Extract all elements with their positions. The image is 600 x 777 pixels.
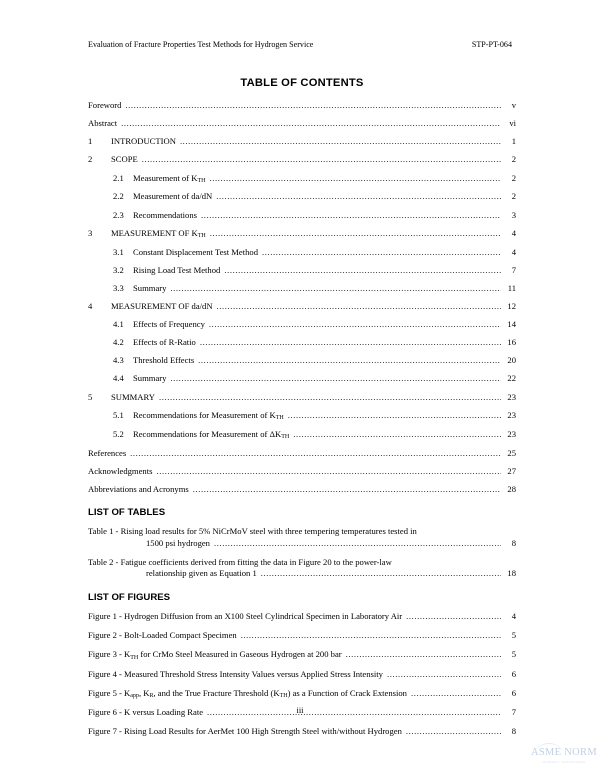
leader-dots (241, 630, 501, 641)
entry-page-number: vi (509, 118, 516, 129)
leader-dots (193, 484, 501, 495)
toc-entry-number: 4.3 (113, 355, 124, 366)
toc-entry[interactable] (88, 154, 516, 165)
leader-dots (198, 355, 501, 366)
entry-page-number: 23 (507, 391, 516, 402)
toc-entry-number: 4.1 (113, 319, 124, 330)
toc-entry-number: 5.1 (113, 409, 124, 420)
toc-entry-subscript: TH (281, 434, 290, 441)
toc-entry[interactable] (88, 136, 516, 147)
toc-entry[interactable] (88, 265, 516, 276)
toc-entry-label (133, 410, 287, 422)
list-of-figures-entry[interactable] (88, 611, 516, 622)
entry-page-number: 22 (507, 373, 516, 384)
figure-caption-text: Figure 4 - Measured Threshold Stress Intensity Values versus Applied Stress Intensity (88, 668, 383, 679)
toc-entry-label (133, 429, 292, 441)
entry-page-number: 14 (507, 319, 516, 330)
leader-dots (216, 191, 501, 202)
entry-page-number: 4 (511, 611, 516, 622)
list-of-figures (88, 611, 516, 737)
entry-page-number: 27 (507, 465, 516, 476)
toc-entry[interactable] (88, 319, 516, 330)
toc-entry-subscript: TH (197, 178, 206, 184)
toc-entry-label-text: Threshold Effects (133, 355, 195, 366)
toc-entry-label-text: MEASUREMENT OF K (111, 227, 198, 238)
entry-page-number: 1 (511, 136, 516, 147)
toc-entry-number: 3.3 (113, 282, 124, 293)
leader-dots (406, 611, 501, 622)
leader-dots (180, 136, 501, 147)
toc-entry-number: 4.4 (113, 373, 124, 384)
toc-entry-label-text: Summary (133, 282, 167, 293)
list-of-tables-heading: LIST OF TABLES (88, 507, 166, 519)
toc-entry-label (111, 228, 209, 240)
leader-dots (209, 319, 501, 330)
toc-entry-label-text: Constant Displacement Test Method (133, 246, 259, 257)
toc-entry-label-text: Effects of Frequency (133, 319, 205, 330)
toc-entry-label-text: Recommendations (133, 209, 197, 220)
running-header-title: Evaluation of Fracture Properties Test Methods for Hydrogen Service (88, 40, 314, 49)
toc-entry[interactable] (88, 191, 516, 202)
toc-entry-label-text: MEASUREMENT OF da/dN (111, 300, 213, 311)
toc-entry-label (88, 484, 192, 495)
toc-entry-label-text: Measurement of da/dN (133, 191, 213, 202)
entry-page-number: 28 (507, 483, 516, 494)
page-folio: iii (296, 706, 304, 715)
leader-dots (159, 392, 501, 403)
toc-entry-label-text: Recommendations for Measurement of ΔK (133, 428, 282, 439)
toc-entry-label (133, 173, 208, 185)
toc-entry-number: 4.2 (113, 337, 124, 348)
figure-caption-subscript: TH (279, 693, 288, 700)
entry-page-number: 8 (511, 537, 516, 548)
figure-caption-subscript: app (130, 693, 139, 700)
figure-caption-text: Figure 1 - Hydrogen Diffusion from an X100 Steel Cylindrical Specimen in Laboratory Air (88, 611, 403, 622)
toc-entry[interactable] (88, 301, 516, 312)
list-of-figures-entry[interactable] (88, 649, 516, 661)
leader-dots (170, 373, 501, 384)
toc-entry-number: 3.1 (113, 246, 124, 257)
leader-dots (261, 568, 501, 579)
table-caption-line-2-text: 1500 psi hydrogen (146, 537, 210, 548)
figure-caption-subscript: R (149, 693, 154, 700)
toc-entry-label-text: Acknowledgments (88, 465, 153, 476)
toc-entry[interactable] (88, 210, 516, 221)
toc-entry-label (111, 136, 179, 147)
list-of-figures-entry[interactable] (88, 726, 516, 737)
toc-entry-number: 2 (88, 154, 93, 165)
toc-entry-label (133, 191, 215, 202)
swoosh-icon (534, 743, 564, 756)
leader-dots (121, 118, 501, 129)
table-caption-line-2 (88, 568, 516, 579)
figure-caption-text (88, 649, 345, 661)
toc-entry-label (111, 301, 216, 312)
figure-caption-text: Figure 7 - Rising Load Results for AerMet 100 High Strength Steel with/without Hydrogen (88, 726, 402, 737)
leader-dots (346, 649, 501, 660)
entry-page-number: 3 (511, 209, 516, 220)
leader-dots (262, 247, 501, 258)
toc-entry-label-text: Recommendations for Measurement of K (133, 409, 276, 420)
toc-entry-label-text: SUMMARY (111, 391, 155, 402)
list-of-tables-entry[interactable] (88, 526, 516, 549)
toc-entry[interactable] (88, 429, 516, 441)
table-caption-line-1: Table 2 - Fatigue coefficients derived from fitting the data in Figure 20 to the power-law (88, 556, 392, 567)
leader-dots (170, 283, 501, 294)
watermark-subtitle: NORMAS Y ESTANDARES (542, 759, 586, 764)
entry-page-number: 20 (507, 355, 516, 366)
leader-dots (200, 337, 501, 348)
figure-caption-text: Figure 2 - Bolt-Loaded Compact Specimen (88, 630, 237, 641)
toc-entry-label (133, 373, 169, 384)
entry-page-number: 23 (507, 428, 516, 439)
entry-page-number: 18 (507, 568, 516, 579)
toc-entry[interactable] (88, 410, 516, 422)
entry-page-number: 8 (511, 726, 516, 737)
toc-entry[interactable] (88, 484, 516, 495)
toc-entry-label-text: Summary (133, 373, 167, 384)
entry-page-number: 4 (511, 227, 516, 238)
toc-entry-label-text: INTRODUCTION (111, 136, 176, 147)
page-title: TABLE OF CONTENTS (240, 77, 364, 89)
toc-entry-label (133, 265, 223, 276)
toc-entry-number: 2.3 (113, 209, 124, 220)
figure-caption-prefix: Figure 3 - K (88, 649, 131, 660)
figure-caption-text: Figure 6 - K versus Loading Rate (88, 707, 204, 718)
asme-norm-watermark (528, 748, 600, 764)
list-of-tables-entry[interactable] (88, 557, 516, 580)
leader-dots (142, 154, 501, 165)
toc-entry-label-text: References (88, 447, 127, 458)
leader-dots (125, 100, 501, 111)
page-content (88, 77, 516, 745)
entry-page-number: 5 (511, 649, 516, 660)
table-caption-line-2-text: relationship given as Equation 1 (146, 568, 257, 579)
toc-entry-label (133, 355, 197, 366)
figure-caption-text (88, 688, 410, 700)
toc-entry-label-text: Rising Load Test Method (133, 264, 221, 275)
toc-entry-number: 5 (88, 391, 93, 402)
toc-entry-label-text: Abstract (88, 118, 118, 129)
entry-page-number: 6 (511, 668, 516, 679)
list-of-figures-entry[interactable] (88, 669, 516, 680)
leader-dots (406, 726, 501, 737)
toc-entry[interactable] (88, 118, 516, 129)
toc-entry[interactable] (88, 228, 516, 240)
toc-entry[interactable] (88, 373, 516, 384)
toc-entry-number: 1 (88, 136, 93, 147)
entry-page-number: 12 (507, 300, 516, 311)
toc-entry[interactable] (88, 337, 516, 348)
toc-entry-label (111, 154, 141, 165)
leader-dots (214, 538, 501, 549)
entry-page-number: 4 (511, 246, 516, 257)
list-of-figures-entry[interactable] (88, 688, 516, 700)
leader-dots (293, 429, 501, 440)
leader-dots (288, 410, 501, 421)
toc-entry-label (133, 247, 261, 258)
toc-entry-label-text: Abbreviations and Acronyms (88, 483, 189, 494)
toc-entry-label (133, 337, 199, 348)
entry-page-number: 11 (507, 282, 516, 293)
toc-entry[interactable] (88, 100, 516, 111)
entry-page-number: 7 (511, 264, 516, 275)
watermark-title: ASME NORM (530, 747, 597, 758)
toc-entry-number: 3.2 (113, 264, 124, 275)
entry-page-number: 2 (511, 191, 516, 202)
leader-dots (411, 688, 501, 699)
entry-page-number: v (511, 100, 516, 110)
leader-dots (224, 265, 501, 276)
toc-entry-label (133, 210, 200, 221)
toc-entry-label (133, 319, 208, 330)
toc-entry-subscript: TH (197, 233, 206, 240)
leader-dots (387, 669, 501, 680)
toc-entry[interactable] (88, 247, 516, 258)
toc-entry-label-text: Foreword (88, 100, 122, 110)
entry-page-number: 2 (511, 172, 516, 183)
toc-entry-label (111, 392, 158, 403)
figure-caption-fragment: , K (138, 687, 150, 698)
figure-caption-fragment: ) as a Function of Crack Extension (287, 687, 407, 698)
toc-entry-number: 5.2 (113, 428, 124, 439)
leader-dots (130, 448, 501, 459)
toc-entry-number: 4 (88, 300, 93, 311)
figure-caption-fragment: , and the True Fracture Threshold (K (153, 687, 280, 698)
table-caption-line-2 (88, 538, 516, 549)
toc-entry-label (88, 466, 155, 477)
toc-entry-number: 2.1 (113, 172, 124, 183)
list-of-figures-entry[interactable] (88, 630, 516, 641)
toc-entry[interactable] (88, 173, 516, 185)
leader-dots (217, 301, 501, 312)
figure-caption-subscript: TH (130, 654, 139, 661)
leader-dots (201, 210, 501, 221)
entry-page-number: 5 (511, 630, 516, 641)
toc-entry-label-text: Effects of R-Ratio (133, 337, 196, 348)
toc-entry-label-text: Measurement of K (133, 172, 198, 183)
entry-page-number: 25 (507, 447, 516, 458)
toc-entry-label (133, 283, 169, 294)
toc-entry-label-text: SCOPE (111, 154, 138, 165)
toc-entry-number: 2.2 (113, 191, 124, 202)
toc-entry-label (88, 118, 120, 129)
toc-entry[interactable] (88, 466, 516, 477)
toc-entry-subscript: TH (275, 415, 284, 422)
entry-page-number: 6 (511, 687, 516, 698)
running-header (88, 40, 512, 50)
toc-entry[interactable] (88, 448, 516, 459)
entry-page-number: 23 (507, 409, 516, 420)
table-caption-line-1: Table 1 - Rising load results for 5% NiCrMoV steel with three tempering temperatures tested in (88, 526, 417, 537)
list-of-figures-heading: LIST OF FIGURES (88, 592, 171, 604)
entry-page-number: 2 (511, 154, 516, 165)
figure-caption-fragment: Figure 5 - K (88, 687, 131, 698)
toc-entry[interactable] (88, 283, 516, 294)
leader-dots (156, 466, 501, 477)
leader-dots (210, 228, 501, 239)
leader-dots (209, 173, 501, 184)
toc-entry-label (88, 100, 124, 111)
entry-page-number: 7 (511, 707, 516, 718)
toc-entry-label (88, 448, 129, 459)
running-header-docnumber: STP-PT-064 (471, 40, 512, 49)
figure-caption-suffix: for CrMo Steel Measured in Gaseous Hydrogen at 200 bar (138, 649, 342, 660)
toc-entry[interactable] (88, 392, 516, 403)
toc-entry[interactable] (88, 355, 516, 366)
list-of-tables (88, 526, 516, 579)
table-of-contents-list (88, 100, 516, 494)
entry-page-number: 16 (507, 337, 516, 348)
toc-entry-number: 3 (88, 227, 93, 238)
